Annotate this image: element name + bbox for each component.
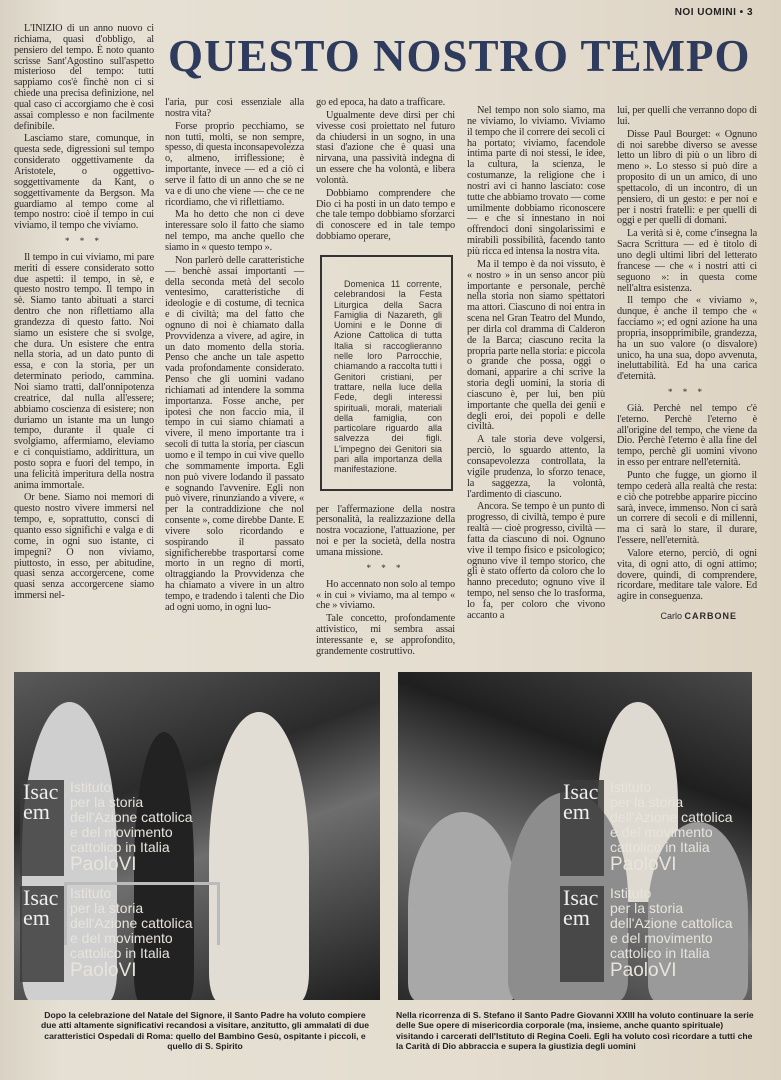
section-separator: * * * (65, 236, 103, 247)
photo-caption-left: Dopo la celebrazione del Natale del Signore, il Santo Padre ha voluto compiere due atti altamente significativi recandosi a visitare, anzitutto, gli ammalati di due caratteristici Ospedali di Roma: quello del Bambino Gesù, ospitante i piccoli, e quello di S. Spirito (40, 1010, 370, 1052)
article-column-3 (316, 98, 455, 660)
paragraph: l'aria, pur così essenziale alla nostra vita? (165, 97, 304, 119)
photo-bed-frame (64, 882, 220, 945)
author-last-name: CARBONE (684, 611, 737, 622)
paragraph: A tale storia deve volgersi, perciò, lo sguardo attento, la consapevolezza controllata, la vigile prudenza, lo sforzo tenace, la saggezza, la volontà, l'ardimento di ciascuno. (467, 434, 605, 500)
isacem-logo: Isacem (560, 886, 604, 982)
paragraph: Nel tempo non solo siamo, ma ne viviamo, lo viviamo. Viviamo il tempo che il correre dei secoli ci ha portato; viviamo, facendole intima parte di noi stessi, le idee, la cultura, la scienza, le costumanze, la religione che i nostri avi ci hanno lasciato: cose tutte che abbiamo trovato — come umilmente dobbiamo riconoscere — e che si innestano in noi offrendoci doni singolarissimi e mirabili possibilità, facendo tanto più ricca ed intensa la nostra vita. (467, 105, 605, 257)
isacem-logo: Isacem (20, 780, 64, 876)
paragraph: Punto che fugge, un giorno il tempo cederà alla realtà che resta: e ciò che potrebbe apparire piccino sarà, invece, immenso. Non ci sarà un correre di secoli e di millenni, ma ci sarà lo stare, il durare, l'essere, nell'eternità. (617, 470, 757, 547)
author-signature (617, 611, 757, 621)
paragraph: Lasciamo stare, comunque, in questa sede, digressioni sul tempo considerato oggettivamente da Aristotele, o oggettivo-soggettivamente da Kant, o soggettivamente da Bergson. Ma guardiamo al tempo come al tempo nostro: cioè il tempo in cui viviamo, il tempo che viviamo. (14, 133, 154, 232)
watermark-text: Istituto per la storia dell'Azione cattolica e del movimento cattolico in Italia PaoloVI (610, 885, 733, 981)
watermark-text: Istituto per la storia dell'Azione cattolica e del movimento cattolico in Italia PaoloVI (70, 885, 193, 981)
paragraph: Il tempo in cui viviamo, mi pare meriti di essere considerato sotto due aspetti: il tempo, in sè, e questo nostro tempo. Il tempo in sè. Siamo tanto abituati a starci dentro che non riflettiamo alla grandezza di questo fatto. Noi siamo un esistere che si svolge, che dura. Un esistere che entra nella storia, ad un dato punto di essa, e con la storia, per un determinato periodo, cammina. Noi siamo tratti, dall'onnipotenza creatrice, dal nulla all'essere; abbiamo coscienza di esistere; non duriamo un istante ma un lungo tempo, durante il quale ci svolgiamo, affermiamo, eleviamo e ci conquistiamo, addirittura, un posto sopra e fuori del tempo, in una felicità imperitura della nostra anima immortale. (14, 251, 154, 491)
magazine-name: NOI UOMINI (674, 7, 737, 18)
paragraph: L'INIZIO di un anno nuovo ci richiama, quasi d'obbligo, al pensiero del tempo. È noto quanto scrisse Sant'Agostino sull'aspetto misterioso del tempo: tutti sappiamo cos'è finchè non ci si chiede una precisa definizione, nel qual caso ci accorgiamo che è così assai complesso e non facilmente definibile. (14, 23, 154, 132)
section-separator: * * * (366, 562, 405, 573)
isacem-logo: Isacem (560, 780, 604, 876)
paragraph: Forse proprio pecchiamo, se non tutti, molti, se non sempre, spesso, di questa inconsapevolezza o, almeno, irriflessione; è importante, invece — ed a ciò ci serve il fatto di un anno che se ne va e di uno che viene — che ce ne ricordiamo, che vi riflettiamo. (165, 120, 305, 208)
isacem-logo: Isacem (20, 886, 64, 982)
article-column-4 (467, 106, 605, 624)
paragraph: La verità si è, come c'insegna la Sacra Scrittura — ed è titolo di uno degli ultimi libri del letterato francese — che « i nostri atti ci seguono »: in questa come nell'altra esistenza. (617, 228, 757, 294)
paragraph: Tale concetto, profondamente attivistico, mi sembra assai interessante e, se approfondito, grandemente costruttivo. (316, 613, 455, 657)
photo-figure (209, 712, 309, 1000)
paragraph: Il tempo che « viviamo », dunque, è anche il tempo che « facciamo »; ed ogni azione ha una propria, insopprimibile, grandezza, ha un suo valore (o disvalore) unico, ha una sua, dopo avvenuta, ineluttabilità. Ed ha una carica d'eternità. (617, 295, 757, 383)
paragraph: Ho accennato non solo al tempo « in cui » viviamo, ma al tempo « che » viviamo. (316, 578, 455, 612)
paragraph: Dobbiamo comprendere che Dio ci ha posti in un dato tempo e che tale tempo dobbiamo sforzarci di conoscere ed in tale tempo dobbiamo operare, (316, 187, 455, 243)
paragraph: Non parlerò delle caratteristiche — benchè assai importanti — della seconda metà del secolo ventesimo, caratteristiche di ideologie e di costume, di tecnica e di civiltà; ma del fatto che ognuno di noi è chiamato dalla Provvidenza a vivere, ad agire, in un dato momento della storia. Penso che anche un tale aspetto vada profondamente considerato. Penso che gli uomini vadano richiamati ad intendere la somma importanza. Fosse anche, per ipotesi che non faccio mia, il tempo in cui siamo chiamati a vivere, il meno importante tra i secoli di tutta la storia, per ciascun uomo e il tempo in cui vive quello che sommamente importa. Egli non può vivere lodando il passato e sognando l'avvenire. Egli non può vivere, rinunziando a vivere, « per la contraddizione che nol consente », come direbbe Dante. E vivere solo ricordando e sospirando il passato significherebbe trasportarsi come morto in un regno di morti, oltraggiando la Provvidenza che ha chiamato a vivere in un altro tempo, e tradendo i talenti che Dio ad ogni uomo, in ogni luo- (165, 254, 304, 613)
photo-figure (22, 702, 117, 1000)
author-first-name: Carlo (660, 611, 682, 622)
page-number: 3 (746, 7, 753, 18)
header-bullet: • (739, 7, 744, 18)
paragraph: Già. Perchè nel tempo c'è l'eterno. Perchè l'eterno è all'origine del tempo, che viene da Dio. Perchè l'eterno è alla fine del tempo, perchè gli uomini vivono in esso per entrare nell'eternità. (617, 402, 757, 469)
paragraph: Ugualmente deve dirsi per chi vivesse così proiettato nel futuro da chiudersi in un sogno, in una stasi d'azione che è quasi una nirvana, una passività indegna di un essere che ha volontà, e libera volontà. (316, 109, 455, 186)
paragraph: lui, per quelli che verranno dopo di lui. (617, 105, 757, 127)
paragraph: Disse Paul Bourget: « Ognuno di noi sarebbe diverso se avesse letto un libro di più o un libro di meno ». Lo stesso si può dire a proposito di un un amico, di uno spettacolo, di un incontro, di un pensiero, di un gesto: e per noi e per i nostri fratelli: e per quelli di oggi e per quelli di domani. (617, 128, 757, 227)
article-title: QUESTO NOSTRO TEMPO (168, 31, 751, 81)
paragraph: Ma il tempo è da noi vissuto, è « nostro » in un senso ancor più importante e personale, perchè nella storia non siamo spettatori ma attori. Ciascuno di noi entra in scena nel Gran Teatro del Mundo, per dirla col dramma di Calderon de la Barca; ciascuno recita la propria parte nella storia: e piccola o grande che possa, oggi o domani, apparire a chi scrive la storia degli uomini, la storia di ciascuno è, per lui, ben più importante che quella dei genii e degli eroi, dei popoli e delle civiltà. (467, 258, 605, 433)
photo-figure (508, 792, 628, 1000)
photo-caption-right: Nella ricorrenza di S. Stefano il Santo Padre Giovanni XXIII ha voluto continuare la serie delle Sue opere di misericordia corporale (ma, insieme, anche quanto spirituale) visitando i carcerati dell'Istituto di Regina Coeli. Egli ha voluto così ricordare a tutti che la Carità di Dio abbraccia e supera la giustizia degli uomini (396, 1010, 754, 1052)
notice-text: Domenica 11 corrente, celebrandosi la Festa Liturgica della Sacra Famiglia di Nazareth, gli Uomini e le Donne di Azione Cattolica di tutta Italia si raccoglieranno nelle loro Parrocchie, chiamando a raccolta tutti i Genitori cristiani, per trattare, nella luce della Fede, degli interessi spirituali, morali, materiali della famiglia, con particolare riguardo alla salvezza dei figli. L'impegno dei Genitori sia pari alla importanza della manifestazione. (334, 278, 442, 475)
paragraph: Ancora. Se tempo è un punto di progresso, di civiltà, tempo è pure realtà — cioè progresso, civiltà — fatta da ciascuno di noi. Ognuno vive il tempo fisico e psicologico; ognuno vive il tempo storico, che gli è stato offerto da coloro che lo hanno preceduto; ognuno vive il tempo, nel senso che lo trasforma, lo fa, per coloro che vivono accanto a (467, 501, 605, 621)
paragraph: Or bene. Siamo noi memori di questo nostro vivere immersi nel tempo, e, soprattutto, consci di quanto esso significhi e valga e di come, in ogni suo istante, ci impegni? O non viviamo, piuttosto, in esso, per abitudine, quasi senza accorgercene, come quasi senza accorgercene siamo immersi nel- (14, 492, 154, 602)
page-header (675, 7, 753, 18)
paragraph: Ma ho detto che non ci deve interessare solo il fatto che siamo nel tempo, ma anche quello che siamo in « questo tempo ». (165, 209, 304, 253)
section-separator: * * * (668, 387, 706, 398)
paragraph: per l'affermazione della nostra personalità, la realizzazione della nostra vocazione, l'attuazione, per noi e per la società, della nostra umana missione. (316, 503, 455, 558)
photo-figure (408, 812, 518, 1000)
paragraph: go ed epoca, ha dato a trafficare. (316, 97, 446, 108)
article-column-2 (165, 98, 304, 616)
watermark-text: Istituto per la storia dell'Azione cattolica e del movimento cattolico in Italia PaoloVI (610, 779, 733, 875)
article-column-1 (14, 24, 154, 604)
photo-pope-prison-visit (398, 672, 752, 1000)
paragraph: Valore eterno, perciò, di ogni vita, di ogni atto, di ogni attimo; dovere, quindi, di comprendere, ricordare, meditare tale valore. Ed agire in conseguenza. (617, 547, 757, 603)
photo-pope-hospital-visit (14, 672, 380, 1000)
photo-figure (648, 822, 748, 1000)
watermark-text: Istituto per la storia dell'Azione cattolica e del movimento cattolico in Italia PaoloVI (70, 779, 193, 875)
notice-box (320, 255, 453, 491)
article-column-5 (617, 106, 757, 621)
photo-figure (134, 732, 194, 1000)
